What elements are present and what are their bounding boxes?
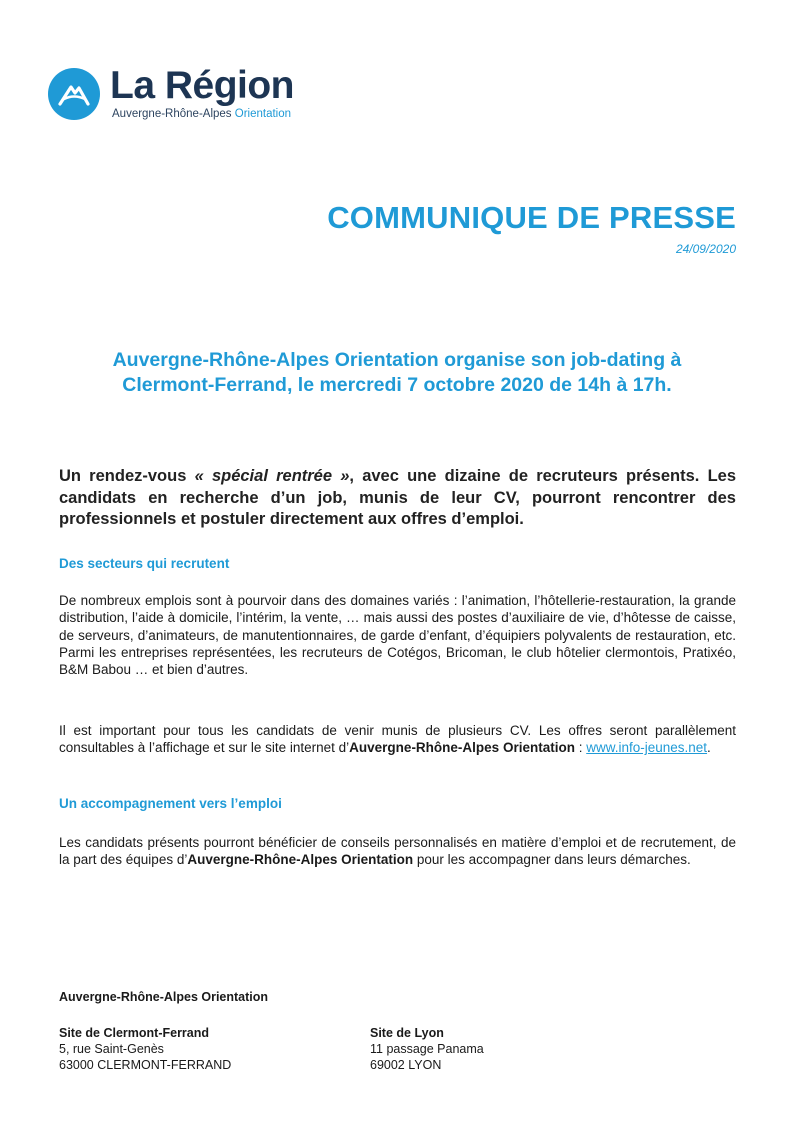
site-clermont bbox=[59, 1025, 231, 1073]
region-logo bbox=[48, 64, 328, 128]
logo-subtitle-orientation: Orientation bbox=[234, 108, 292, 120]
support-paragraph bbox=[59, 834, 736, 869]
region-emblem-icon bbox=[48, 68, 100, 120]
support-text-1: Les candidats présents pourront bénéficier de conseils personnalisés en matière d’emploi et de recrutement, de la part des équipes d’ bbox=[59, 835, 736, 868]
site-clermont-city: 63000 CLERMONT-FERRAND bbox=[59, 1058, 232, 1072]
headline-line-2: Clermont-Ferrand, le mercredi 7 octobre 2020 de 14h à 17h. bbox=[122, 374, 672, 396]
support-text-2: pour les accompagner dans leurs démarches. bbox=[413, 852, 691, 868]
cv-text-2: : bbox=[574, 740, 587, 756]
site-lyon-street: 11 passage Panama bbox=[370, 1042, 484, 1056]
press-release-date: 24/09/2020 bbox=[675, 242, 736, 256]
section-title-support: Un accompagnement vers l’emploi bbox=[59, 796, 282, 811]
lead-italic: « spécial rentrée » bbox=[194, 467, 350, 485]
sectors-paragraph: De nombreux emplois sont à pourvoir dans des domaines variés : l’animation, l’hôtellerie-restauration, la grande distribution, l’aide à domicile, l’intérim, la vente, … mais aussi des postes d’auxiliaire de vie, d’hôtesse de caisse, de serveurs, d’animateurs, de manutentionnaires, de garde d’enfant, d’équipiers polyvalents de restauration, etc. Parmi les entreprises représentées, les recruteurs de Cotégos, Bricoman, le club hôtelier clermontois, Pratixéo, B&M Babou … et bien d’autres. bbox=[59, 593, 736, 678]
lead-paragraph bbox=[59, 466, 736, 531]
headline bbox=[40, 348, 754, 398]
site-lyon bbox=[370, 1025, 484, 1073]
logo-subtitle bbox=[112, 108, 291, 120]
cv-text-1: Il est important pour tous les candidats de venir munis de plusieurs CV. Les offres seront parallèlement consultables à l’affichage et sur le site internet d’ bbox=[59, 723, 736, 756]
lead-text-1: Un rendez-vous bbox=[59, 467, 195, 485]
site-clermont-street: 5, rue Saint-Genès bbox=[59, 1042, 164, 1056]
logo-subtitle-region: Auvergne-Rhône-Alpes bbox=[112, 108, 232, 120]
site-lyon-city: 69002 LYON bbox=[370, 1058, 442, 1072]
cv-text-3: . bbox=[707, 740, 711, 756]
press-release-title: COMMUNIQUE DE PRESSE bbox=[327, 200, 736, 235]
cv-org-name: Auvergne-Rhône-Alpes Orientation bbox=[349, 740, 575, 756]
section-title-sectors: Des secteurs qui recrutent bbox=[59, 556, 230, 571]
info-jeunes-link[interactable]: www.info-jeunes.net bbox=[586, 740, 708, 756]
site-lyon-title: Site de Lyon bbox=[370, 1026, 444, 1040]
headline-line-1: Auvergne-Rhône-Alpes Orientation organise son job-dating à bbox=[112, 349, 682, 371]
logo-title: La Région bbox=[110, 64, 295, 107]
footer-organization: Auvergne-Rhône-Alpes Orientation bbox=[59, 990, 269, 1004]
support-org-name: Auvergne-Rhône-Alpes Orientation bbox=[187, 852, 414, 868]
site-clermont-title: Site de Clermont-Ferrand bbox=[59, 1026, 210, 1040]
cv-paragraph bbox=[59, 722, 736, 757]
lead-text-2: , avec une dizaine de recruteurs présents. Les candidats en recherche d’un job, munis de leur CV, pourront rencontrer des professionnels et postuler directement aux offres d’emploi. bbox=[59, 467, 736, 528]
